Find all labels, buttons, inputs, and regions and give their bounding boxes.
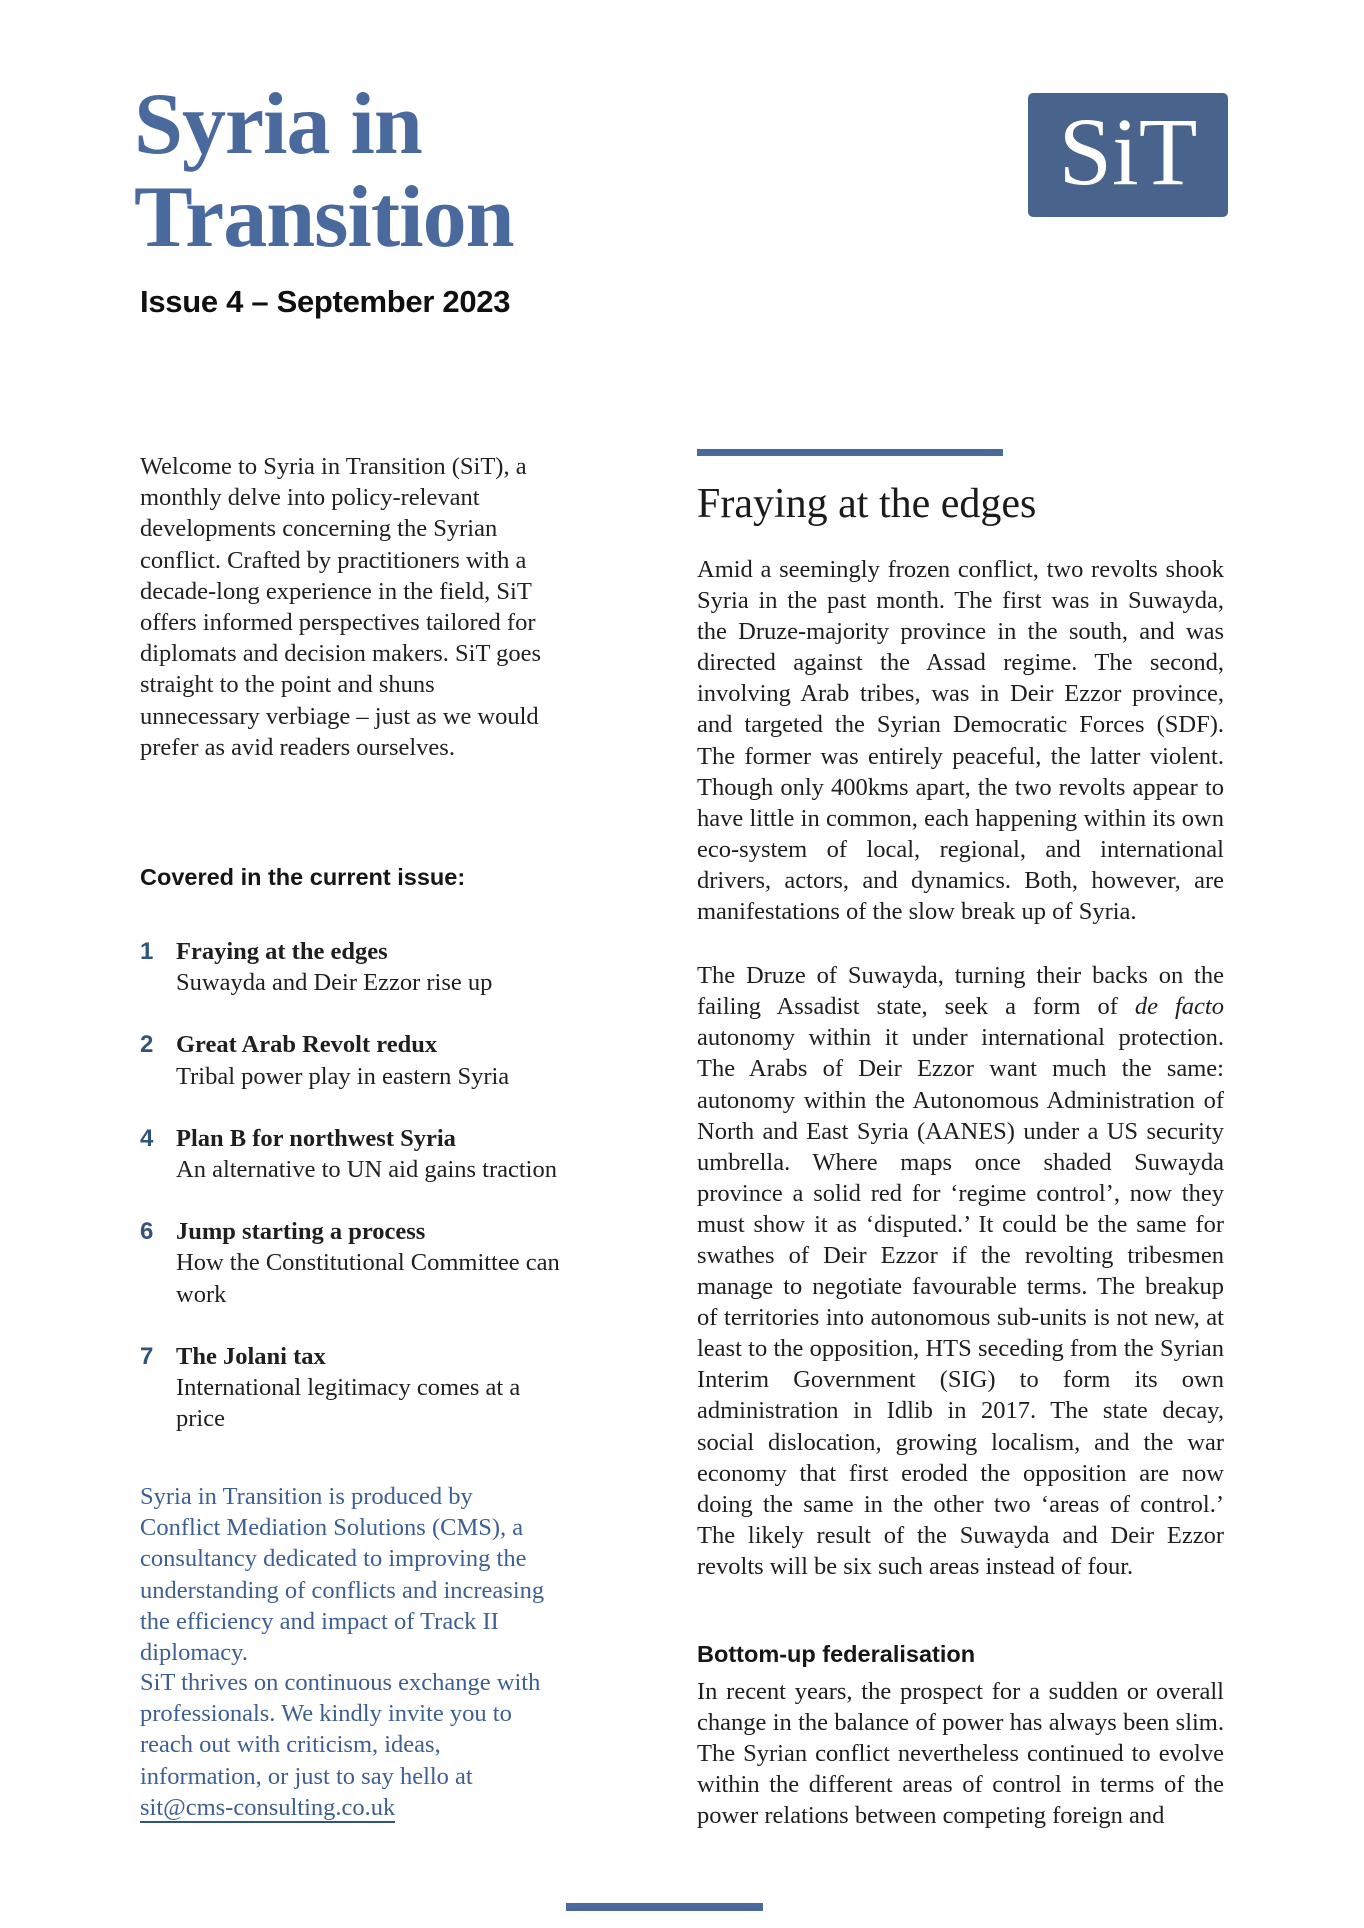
- toc-item: [140, 1216, 564, 1310]
- toc-item: [140, 1123, 564, 1185]
- article-subheading: Bottom-up federalisation: [697, 1641, 976, 1667]
- toc-item-subtitle: How the Constitutional Committee can work: [176, 1249, 560, 1308]
- toc-item-subtitle: Suwayda and Deir Ezzor rise up: [176, 969, 493, 997]
- contact-paragraph: [140, 1667, 556, 1823]
- toc-page-number: 6: [140, 1218, 154, 1246]
- intro-paragraph: Welcome to Syria in Transition (SiT), a monthly delve into policy-relevant developments concerning the Syrian conflict. Crafted by practitioners with a decade-long experience in the field, SiT offers informed perspectives tailored for diplomats and decision makers. SiT goes straight to the point and shuns unnecessary verbiage – just as we would prefer as avid readers ourselves.: [140, 453, 542, 761]
- toc-item: [140, 1029, 564, 1091]
- contact-email-link[interactable]: sit@cms-consulting.co.uk: [140, 1793, 396, 1821]
- sit-logo-text: SiT: [1058, 98, 1198, 205]
- table-of-contents: [140, 936, 564, 1465]
- latin-phrase: de facto: [1134, 993, 1224, 1021]
- toc-page-number: 2: [140, 1031, 154, 1059]
- newsletter-title-line1: Syria in: [134, 76, 422, 173]
- article-paragraph-2: The Druze of Suwayda, turning their backs on the failing Assadist state, seek a form of de facto autonomy within it under international protection. The Arabs of Deir Ezzor want much the same: autonomy within the Autonomous Administration of North and East Syria (AANES) under a US security umbrella. Where maps once shaded Suwayda province a solid red for ‘regime control’, now they must show it as ‘disputed.’ It could be the same for swathes of Deir Ezzor if the revolting tribesmen manage to negotiate favourable terms. The breakup of territories into autonomous sub-units is not new, at least to the opposition, HTS seceding from the Syrian Interim Government (SIG) to form its own administration in Idlib in 2017. The state decay, social dislocation, growing localism, and the war economy that first eroded the opposition are now doing the same in the other two ‘areas of control.’ The likely result of the Suwayda and Deir Ezzor revolts will be six such areas instead of four.: [697, 962, 1224, 1580]
- toc-page-number: 7: [140, 1342, 154, 1370]
- newsletter-title: [134, 78, 514, 264]
- toc-item-title: Great Arab Revolt redux: [176, 1031, 438, 1059]
- toc-item-subtitle: An alternative to UN aid gains traction: [176, 1156, 557, 1184]
- about-cms-paragraph: Syria in Transition is produced by Conflict Mediation Solutions (CMS), a consultancy dedicated to improving the understanding of conflicts and increasing the efficiency and impact of Track II diplomacy.: [140, 1483, 545, 1667]
- article-column: [697, 449, 1224, 1831]
- article-paragraph-1: Amid a seemingly frozen conflict, two revolts shook Syria in the past month. The first was in Suwayda, the Druze-majority province in the south, and was directed against the Assad regime. The second, involving Arab tribes, was in Deir Ezzor province, and targeted the Syrian Democratic Forces (SDF). The former was entirely peaceful, the latter violent. Though only 400kms apart, the two revolts appear to have little in common, each happening within its own eco-system of local, regional, and international drivers, actors, and dynamics. Both, however, are manifestations of the slow break up of Syria.: [697, 556, 1224, 926]
- article-top-rule: [697, 449, 1003, 456]
- page-bottom-rule: [566, 1903, 763, 1911]
- newsletter-title-line2: Transition: [134, 169, 514, 266]
- toc-item-subtitle: International legitimacy comes at a price: [176, 1374, 521, 1433]
- sit-logo: [1028, 93, 1228, 217]
- toc-item-title: The Jolani tax: [176, 1342, 326, 1370]
- toc-item-subtitle: Tribal power play in eastern Syria: [176, 1062, 510, 1090]
- issue-date-line: Issue 4 – September 2023: [140, 284, 511, 319]
- toc-item-title: Plan B for northwest Syria: [176, 1124, 456, 1152]
- toc-item: [140, 1341, 564, 1435]
- toc-heading: Covered in the current issue:: [140, 864, 466, 890]
- contact-text: SiT thrives on continuous exchange with professionals. We kindly invite you to reach out with criticism, ideas, information, or just to say hello at: [140, 1669, 541, 1790]
- article-title: Fraying at the edges: [697, 481, 1037, 527]
- toc-page-number: 4: [140, 1124, 154, 1152]
- article-paragraph-3: In recent years, the prospect for a sudden or overall change in the balance of power has always been slim. The Syrian conflict nevertheless continued to evolve within the different areas of control in terms of the power relations between competing foreign and: [697, 1678, 1224, 1830]
- toc-item: [140, 936, 564, 998]
- toc-page-number: 1: [140, 938, 154, 965]
- toc-item-title: Fraying at the edges: [176, 938, 388, 965]
- toc-item-title: Jump starting a process: [176, 1218, 426, 1246]
